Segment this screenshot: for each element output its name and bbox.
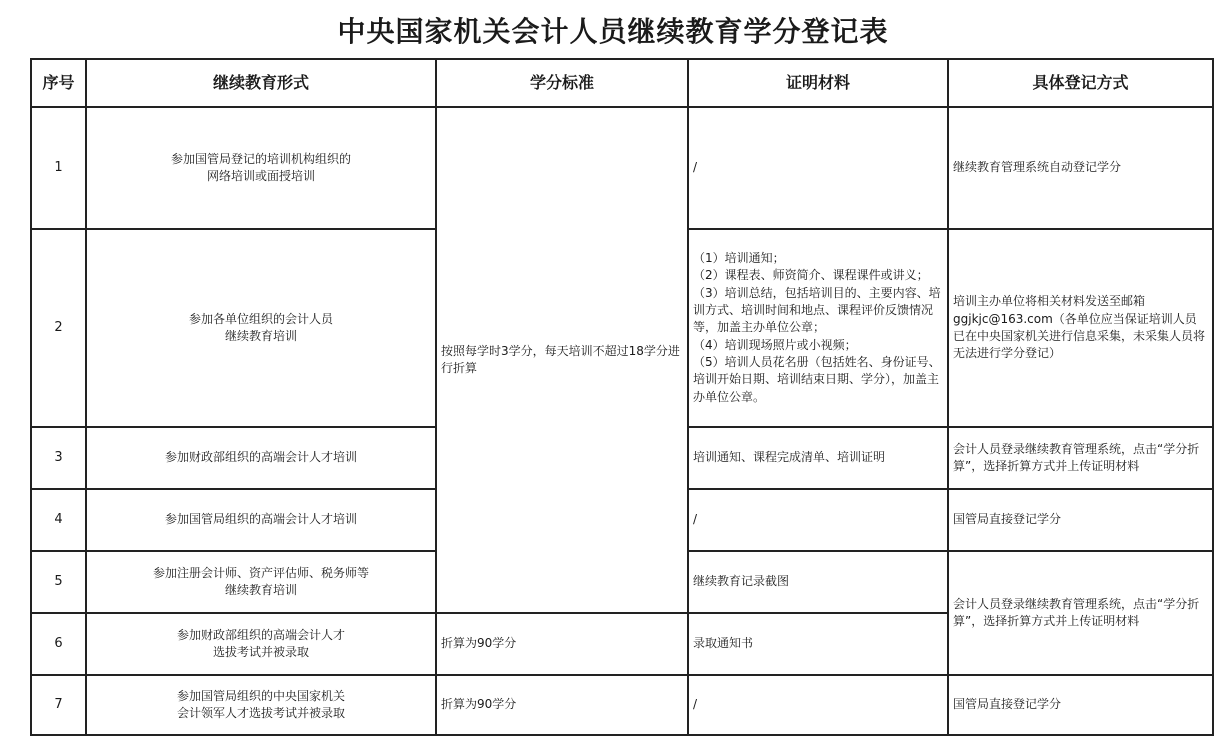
register-cell: 会计人员登录继续教育管理系统，点击“学分折算”，选择折算方式并上传证明材料 bbox=[948, 427, 1213, 489]
form-cell bbox=[86, 229, 436, 427]
proof-line: （4）培训现场照片或小视频； bbox=[693, 337, 857, 352]
row-number: 2 bbox=[31, 229, 86, 427]
form-cell bbox=[86, 613, 436, 675]
credit-cell: 折算为90学分 bbox=[436, 675, 688, 735]
register-cell: 继续教育管理系统自动登记学分 bbox=[948, 107, 1213, 229]
row-number: 4 bbox=[31, 489, 86, 551]
form-line: 参加财政部组织的高端会计人才培训 bbox=[164, 450, 357, 465]
proof-cell bbox=[688, 107, 948, 229]
register-cell: 会计人员登录继续教育管理系统，点击“学分折算”，选择折算方式并上传证明材料 bbox=[948, 551, 1213, 675]
proof-cell bbox=[688, 551, 948, 613]
proof-line: （1）培训通知； bbox=[693, 250, 785, 265]
proof-line: 继续教育记录截图 bbox=[693, 574, 790, 589]
form-line: 网络培训或面授培训 bbox=[206, 169, 315, 183]
register-cell: 国管局直接登记学分 bbox=[948, 675, 1213, 735]
form-line: 选拔考试并被录取 bbox=[212, 645, 309, 659]
proof-line: （5）培训人员花名册（包括姓名、身份证号、培训开始日期、培训结束日期、学分），加盖主办单位公章。 bbox=[693, 355, 941, 404]
register-cell: 培训主办单位将相关材料发送至邮箱ggjkjc@163.com（各单位应当保证培训人员已在中央国家机关进行信息采集，未采集人员将无法进行学分登记） bbox=[948, 229, 1213, 427]
form-line: 参加财政部组织的高端会计人才 bbox=[176, 627, 345, 642]
row-number: 7 bbox=[31, 675, 86, 735]
row-number: 3 bbox=[31, 427, 86, 489]
proof-line: / bbox=[693, 512, 698, 527]
form-line: 参加国管局登记的培训机构组织的 bbox=[170, 151, 351, 166]
table-row bbox=[31, 675, 1213, 735]
page-title: 中央国家机关会计人员继续教育学分登记表 bbox=[337, 15, 889, 48]
header-credit: 学分标准 bbox=[436, 59, 688, 107]
form-line: 继续教育培训 bbox=[224, 329, 297, 343]
form-line: 参加注册会计师、资产评估师、税务师等 bbox=[152, 565, 369, 580]
proof-cell bbox=[688, 489, 948, 551]
proof-line: （2）课程表、师资简介、课程课件或讲义； bbox=[693, 268, 929, 283]
form-cell bbox=[86, 675, 436, 735]
proof-cell bbox=[688, 675, 948, 735]
form-line: 会计领军人才选拔考试并被录取 bbox=[176, 706, 345, 720]
proof-cell bbox=[688, 613, 948, 675]
proof-line: 培训通知、课程完成清单、培训证明 bbox=[693, 450, 886, 465]
register-cell: 国管局直接登记学分 bbox=[948, 489, 1213, 551]
header-proof: 证明材料 bbox=[688, 59, 948, 107]
header-form: 继续教育形式 bbox=[86, 59, 436, 107]
form-line: 参加国管局组织的中央国家机关 bbox=[176, 688, 345, 703]
row-number: 6 bbox=[31, 613, 86, 675]
proof-cell bbox=[688, 427, 948, 489]
proof-line: （3）培训总结，包括培训目的、主要内容、培训方式、培训时间和地点、课程评价反馈情况等，加盖主办单位公章； bbox=[693, 285, 941, 335]
credit-cell: 折算为90学分 bbox=[436, 613, 688, 675]
row-number: 1 bbox=[31, 107, 86, 229]
form-cell bbox=[86, 427, 436, 489]
row-number: 5 bbox=[31, 551, 86, 613]
header-no: 序号 bbox=[31, 59, 86, 107]
form-cell bbox=[86, 551, 436, 613]
form-cell bbox=[86, 489, 436, 551]
form-line: 参加各单位组织的会计人员 bbox=[188, 311, 333, 326]
header-row bbox=[31, 59, 1213, 107]
form-line: 继续教育培训 bbox=[224, 583, 297, 597]
proof-cell bbox=[688, 229, 948, 427]
header-register: 具体登记方式 bbox=[948, 59, 1213, 107]
form-cell bbox=[86, 107, 436, 229]
proof-line: 录取通知书 bbox=[693, 636, 754, 651]
proof-line: / bbox=[693, 697, 698, 712]
credit-registration-table bbox=[30, 58, 1214, 736]
shared-credit-standard: 按照每学时3学分，每天培训不超过18学分进行折算 bbox=[436, 107, 688, 613]
table-row bbox=[31, 107, 1213, 229]
form-line: 参加国管局组织的高端会计人才培训 bbox=[164, 512, 357, 527]
proof-line: / bbox=[693, 160, 698, 175]
